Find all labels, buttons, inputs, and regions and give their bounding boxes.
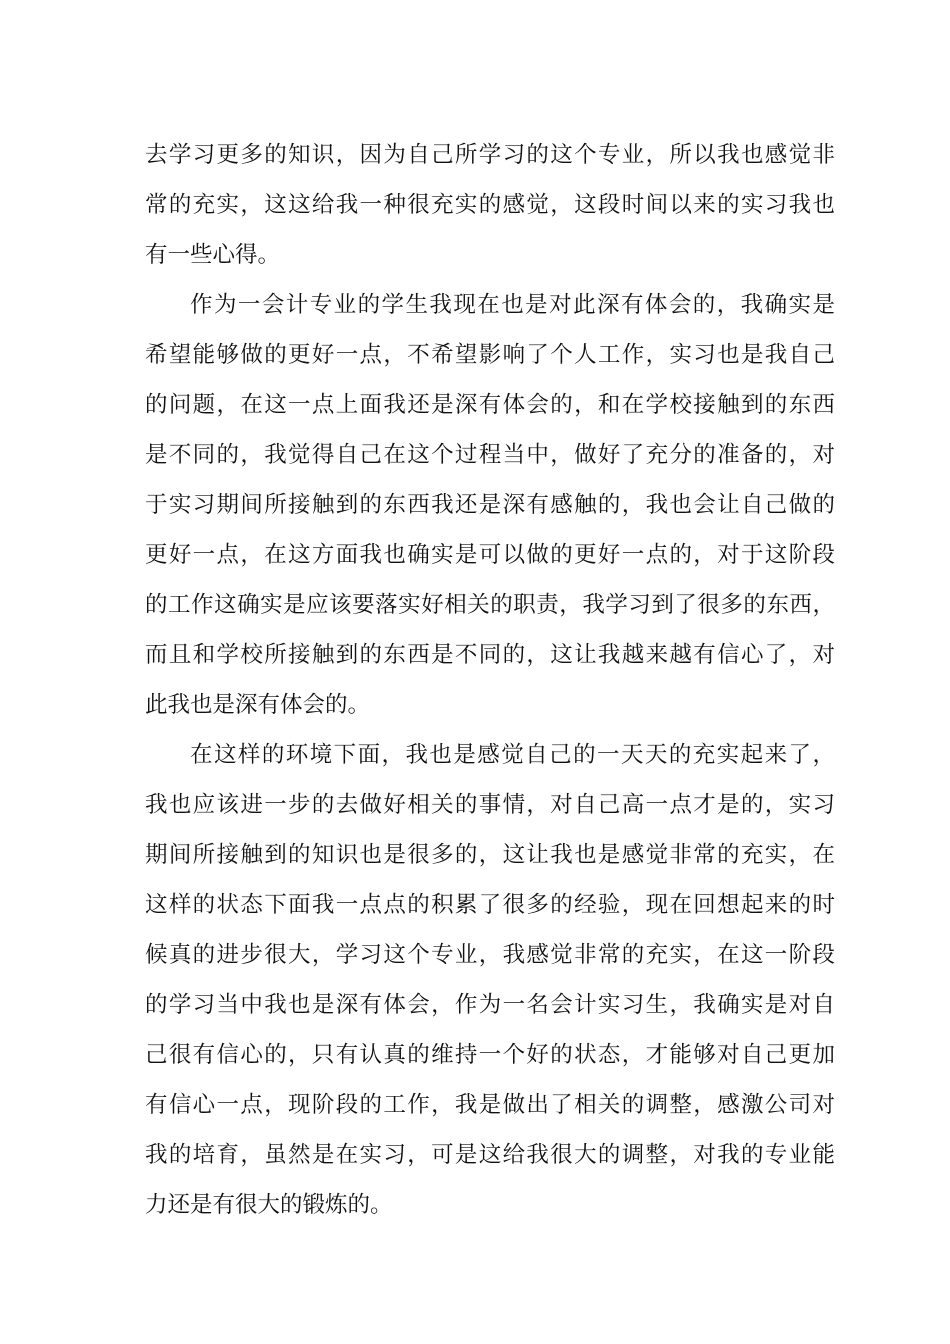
text-line: 我的培育，虽然是在实习，可是这给我很大的调整，对我的专业能 — [145, 1142, 835, 1168]
text-line: 有信心一点，现阶段的工作，我是做出了相关的调整，感激公司对 — [145, 1092, 835, 1118]
paragraph — [145, 730, 835, 1230]
text-line: 是不同的，我觉得自己在这个过程当中，做好了充分的准备的，对 — [145, 442, 835, 468]
text-line: 希望能够做的更好一点，不希望影响了个人工作，实习也是我自己 — [145, 342, 835, 368]
text-line: 我也应该进一步的去做好相关的事情，对自己高一点才是的，实习 — [145, 792, 835, 818]
text-line: 力还是有很大的锻炼的。 — [145, 1192, 393, 1218]
text-line: 此我也是深有体会的。 — [145, 692, 371, 718]
document-body — [145, 130, 835, 1230]
text-line: 这样的状态下面我一点点的积累了很多的经验，现在回想起来的时 — [145, 892, 835, 918]
text-line: 而且和学校所接触到的东西是不同的，这让我越来越有信心了，对 — [145, 642, 835, 668]
text-line: 的工作这确实是应该要落实好相关的职责，我学习到了很多的东西， — [145, 592, 835, 618]
text-line: 有一些心得。 — [145, 242, 281, 268]
text-line: 己很有信心的，只有认真的维持一个好的状态，才能够对自己更加 — [145, 1042, 835, 1068]
text-line: 候真的进步很大，学习这个专业，我感觉非常的充实，在这一阶段 — [145, 942, 835, 968]
text-line: 在这样的环境下面，我也是感觉自己的一天天的充实起来了， — [190, 742, 835, 768]
text-line: 去学习更多的知识，因为自己所学习的这个专业，所以我也感觉非 — [145, 142, 835, 168]
text-line: 的问题，在这一点上面我还是深有体会的，和在学校接触到的东西 — [145, 392, 835, 418]
text-line: 期间所接触到的知识也是很多的，这让我也是感觉非常的充实，在 — [145, 842, 835, 868]
text-line: 更好一点，在这方面我也确实是可以做的更好一点的，对于这阶段 — [145, 542, 835, 568]
text-line: 的学习当中我也是深有体会，作为一名会计实习生，我确实是对自 — [145, 992, 835, 1018]
paragraph — [145, 130, 835, 280]
text-line: 常的充实，这这给我一种很充实的感觉，这段时间以来的实习我也 — [145, 192, 835, 218]
paragraph — [145, 280, 835, 730]
text-line: 作为一会计专业的学生我现在也是对此深有体会的，我确实是 — [190, 292, 835, 318]
text-line: 于实习期间所接触到的东西我还是深有感触的，我也会让自己做的 — [145, 492, 835, 518]
